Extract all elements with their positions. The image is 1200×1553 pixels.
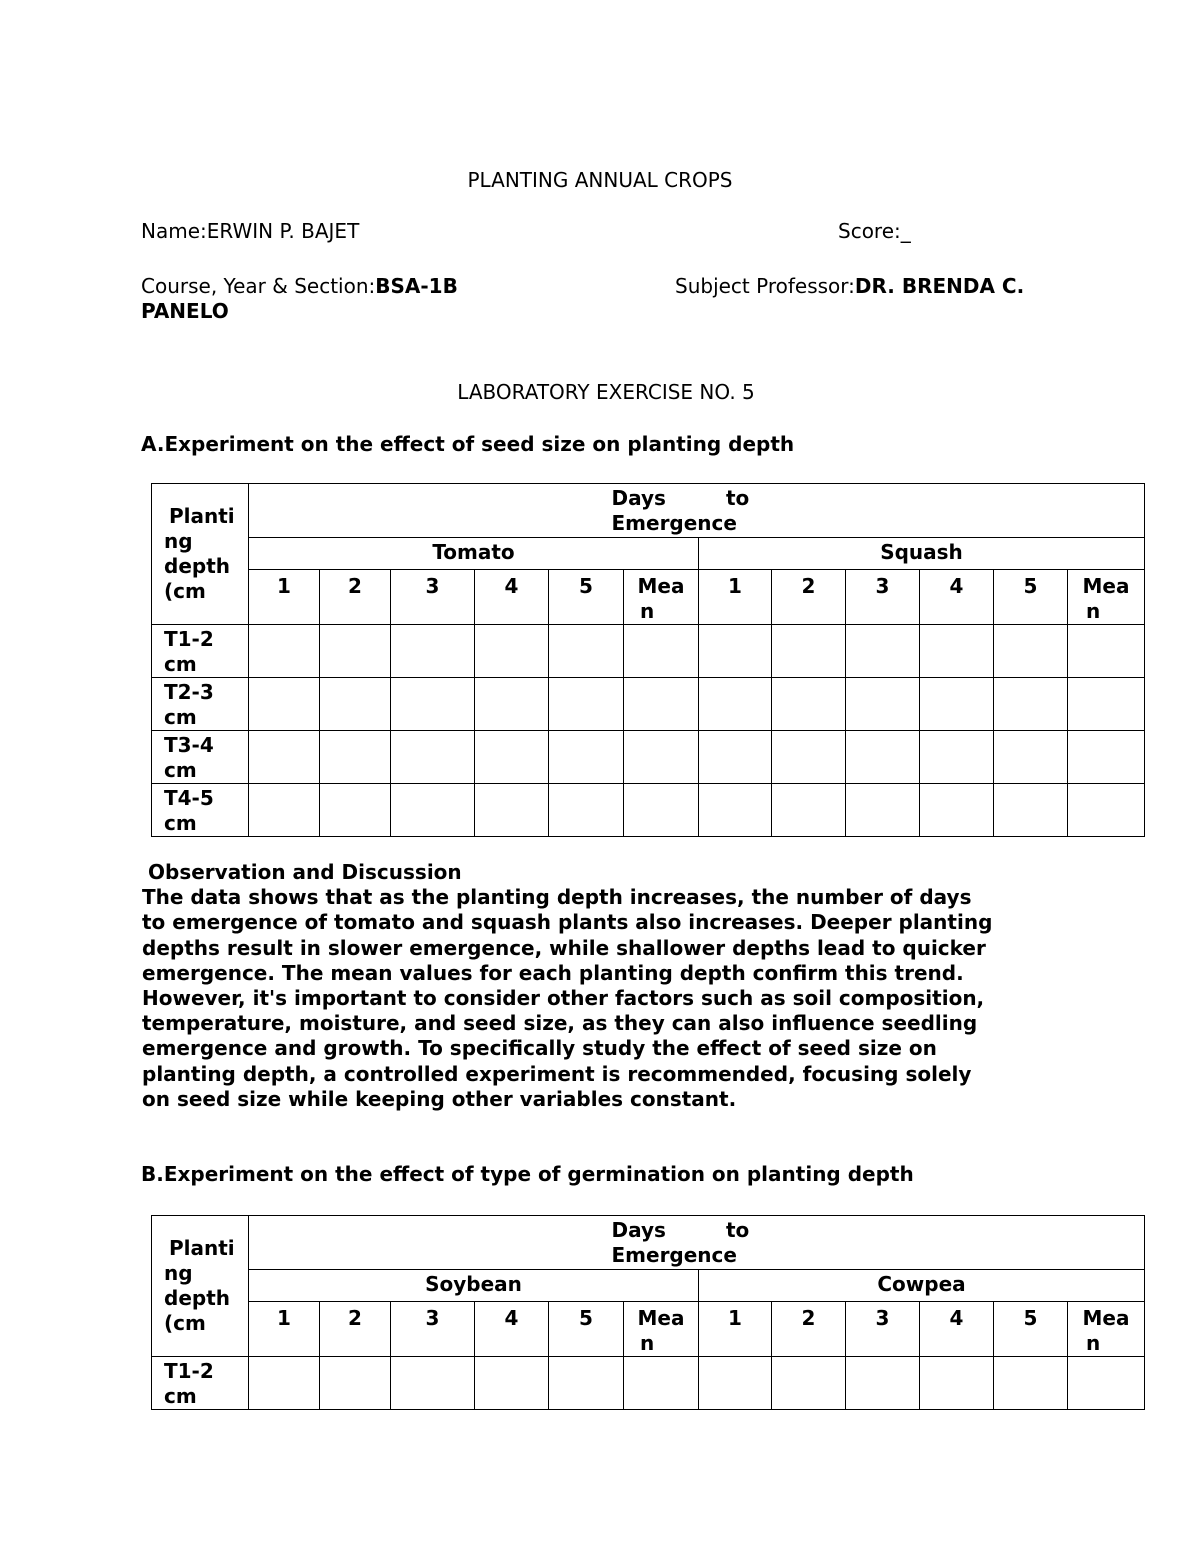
data-cell[interactable]	[249, 784, 320, 837]
seed-size-table	[151, 483, 1145, 837]
row-label: T2-3 cm	[152, 678, 249, 731]
table-row	[152, 784, 1145, 837]
data-cell[interactable]	[1068, 784, 1145, 837]
col-header: 2	[320, 1302, 391, 1357]
data-cell[interactable]	[249, 1357, 320, 1410]
discussion-line: temperature, moisture, and seed size, as they can also influence seedling	[142, 1011, 978, 1036]
exercise-title: LABORATORY EXERCISE NO. 5	[457, 380, 755, 404]
crop-header-tomato: Tomato	[249, 538, 699, 570]
row-label: T1-2 cm	[152, 625, 249, 678]
data-cell[interactable]	[846, 678, 920, 731]
data-cell[interactable]	[1068, 1357, 1145, 1410]
planting-depth-header	[152, 484, 249, 625]
discussion-line: on seed size while keeping other variables constant.	[142, 1086, 737, 1111]
days-to-emergence-header	[249, 1216, 1145, 1270]
data-cell[interactable]	[920, 784, 994, 837]
discussion-heading: Observation and Discussion	[148, 860, 462, 884]
professor-value-continued: PANELO	[141, 299, 229, 323]
data-cell[interactable]	[320, 784, 391, 837]
col-header: 5	[549, 570, 624, 625]
data-cell[interactable]	[320, 625, 391, 678]
emergence-label: Emergence	[611, 1243, 737, 1267]
course-line	[141, 274, 458, 299]
mean-header	[1068, 570, 1145, 625]
to-label: to	[725, 486, 750, 510]
data-cell[interactable]	[772, 784, 846, 837]
data-cell[interactable]	[920, 1357, 994, 1410]
planting-depth-line: ng	[164, 1261, 193, 1285]
to-label: to	[725, 1218, 750, 1242]
col-header: 3	[846, 570, 920, 625]
data-cell[interactable]	[994, 1357, 1068, 1410]
discussion-block	[142, 860, 1102, 1112]
data-cell[interactable]	[994, 784, 1068, 837]
table-row	[152, 678, 1145, 731]
mean-header	[624, 1302, 699, 1357]
data-cell[interactable]	[699, 731, 772, 784]
name-value: ERWIN P. BAJET	[206, 219, 360, 243]
mean-header-line: Mea	[1082, 1306, 1130, 1330]
section-b-heading: B.Experiment on the effect of type of germination on planting depth	[141, 1162, 914, 1186]
data-cell[interactable]	[475, 731, 549, 784]
col-header: 2	[772, 1302, 846, 1357]
data-cell[interactable]	[772, 678, 846, 731]
col-header: 4	[475, 570, 549, 625]
table-row	[152, 1357, 1145, 1410]
document-title: PLANTING ANNUAL CROPS	[467, 168, 733, 192]
data-cell[interactable]	[624, 784, 699, 837]
data-cell[interactable]	[920, 625, 994, 678]
section-a-heading: A.Experiment on the effect of seed size on planting depth	[141, 432, 795, 456]
discussion-line: depths result in slower emergence, while shallower depths lead to quicker	[142, 935, 986, 960]
name-label: Name:	[141, 219, 207, 243]
col-header: 3	[846, 1302, 920, 1357]
mean-header-line: Mea	[1082, 574, 1130, 598]
col-header: 2	[320, 570, 391, 625]
table-row	[152, 625, 1145, 678]
mean-header-line: n	[1086, 599, 1101, 623]
data-cell[interactable]	[391, 678, 475, 731]
data-cell[interactable]	[772, 625, 846, 678]
col-header: 1	[699, 570, 772, 625]
data-cell[interactable]	[320, 1357, 391, 1410]
data-cell[interactable]	[549, 625, 624, 678]
data-cell[interactable]	[846, 731, 920, 784]
data-cell[interactable]	[320, 678, 391, 731]
data-cell[interactable]	[699, 1357, 772, 1410]
row-label: T1-2 cm	[152, 1357, 249, 1410]
col-header: 2	[772, 570, 846, 625]
data-cell[interactable]	[549, 784, 624, 837]
mean-header	[1068, 1302, 1145, 1357]
discussion-line: to emergence of tomato and squash plants also increases. Deeper planting	[142, 910, 993, 935]
course-value: BSA-1B	[375, 274, 458, 298]
mean-header-line: Mea	[637, 574, 685, 598]
col-header: 1	[249, 570, 320, 625]
data-cell[interactable]	[846, 1357, 920, 1410]
data-cell[interactable]	[475, 678, 549, 731]
data-cell[interactable]	[1068, 731, 1145, 784]
professor-label: Subject Professor:	[675, 274, 855, 298]
emergence-label: Emergence	[611, 511, 737, 535]
data-cell[interactable]	[624, 1357, 699, 1410]
data-cell[interactable]	[994, 678, 1068, 731]
name-line	[141, 219, 359, 244]
professor-line	[675, 274, 1024, 299]
data-cell[interactable]	[475, 784, 549, 837]
mean-header	[624, 570, 699, 625]
days-label: Days	[611, 486, 666, 510]
discussion-line: The data shows that as the planting depth increases, the number of days	[142, 885, 972, 910]
mean-header-line: n	[640, 1331, 655, 1355]
mean-header-line: n	[1086, 1331, 1101, 1355]
planting-depth-line: ng	[164, 529, 193, 553]
data-cell[interactable]	[994, 731, 1068, 784]
col-header: 5	[994, 1302, 1068, 1357]
planting-depth-line: depth	[164, 554, 230, 578]
data-cell[interactable]	[249, 625, 320, 678]
data-cell[interactable]	[846, 625, 920, 678]
data-cell[interactable]	[391, 625, 475, 678]
discussion-line: emergence. The mean values for each planting depth confirm this trend.	[142, 960, 964, 985]
data-cell[interactable]	[1068, 678, 1145, 731]
data-cell[interactable]	[249, 678, 320, 731]
data-cell[interactable]	[624, 678, 699, 731]
planting-depth-header	[152, 1216, 249, 1357]
data-cell[interactable]	[475, 625, 549, 678]
data-cell[interactable]	[1068, 625, 1145, 678]
discussion-line: planting depth, a controlled experiment is recommended, focusing solely	[142, 1061, 972, 1086]
planting-depth-line: depth	[164, 1286, 230, 1310]
data-cell[interactable]	[699, 784, 772, 837]
planting-depth-line: (cm	[164, 1311, 206, 1335]
planting-depth-line: Planti	[169, 1236, 235, 1260]
mean-header-line: n	[640, 599, 655, 623]
data-cell[interactable]	[699, 678, 772, 731]
row-label: T4-5 cm	[152, 784, 249, 837]
col-header: 5	[994, 570, 1068, 625]
data-cell[interactable]	[772, 1357, 846, 1410]
planting-depth-line: (cm	[164, 579, 206, 603]
data-cell[interactable]	[475, 1357, 549, 1410]
data-cell[interactable]	[624, 625, 699, 678]
data-cell[interactable]	[624, 731, 699, 784]
days-to-emergence-header	[249, 484, 1145, 538]
discussion-line: However, it's important to consider other factors such as soil composition,	[142, 986, 985, 1011]
germination-type-table	[151, 1215, 1145, 1410]
crop-header-squash: Squash	[699, 538, 1145, 570]
data-cell[interactable]	[391, 784, 475, 837]
data-cell[interactable]	[549, 678, 624, 731]
data-cell[interactable]	[391, 731, 475, 784]
col-header: 3	[391, 1302, 475, 1357]
data-cell[interactable]	[772, 731, 846, 784]
data-cell[interactable]	[920, 731, 994, 784]
col-header: 4	[920, 1302, 994, 1357]
data-cell[interactable]	[320, 731, 391, 784]
col-header: 1	[699, 1302, 772, 1357]
data-cell[interactable]	[846, 784, 920, 837]
row-label: T3-4 cm	[152, 731, 249, 784]
score-label: Score:_	[838, 219, 911, 243]
days-label: Days	[611, 1218, 666, 1242]
col-header: 3	[391, 570, 475, 625]
col-header: 4	[475, 1302, 549, 1357]
data-cell[interactable]	[699, 625, 772, 678]
planting-depth-line: Planti	[169, 504, 235, 528]
data-cell[interactable]	[920, 678, 994, 731]
crop-header-soybean: Soybean	[249, 1270, 699, 1302]
table-row	[152, 731, 1145, 784]
professor-value: DR. BRENDA C.	[854, 274, 1025, 298]
mean-header-line: Mea	[637, 1306, 685, 1330]
col-header: 5	[549, 1302, 624, 1357]
data-cell[interactable]	[249, 731, 320, 784]
crop-header-cowpea: Cowpea	[699, 1270, 1145, 1302]
discussion-line: emergence and growth. To specifically study the effect of seed size on	[142, 1036, 937, 1061]
data-cell[interactable]	[549, 731, 624, 784]
course-label: Course, Year & Section:	[141, 274, 376, 298]
col-header: 1	[249, 1302, 320, 1357]
data-cell[interactable]	[994, 625, 1068, 678]
col-header: 4	[920, 570, 994, 625]
data-cell[interactable]	[391, 1357, 475, 1410]
data-cell[interactable]	[549, 1357, 624, 1410]
